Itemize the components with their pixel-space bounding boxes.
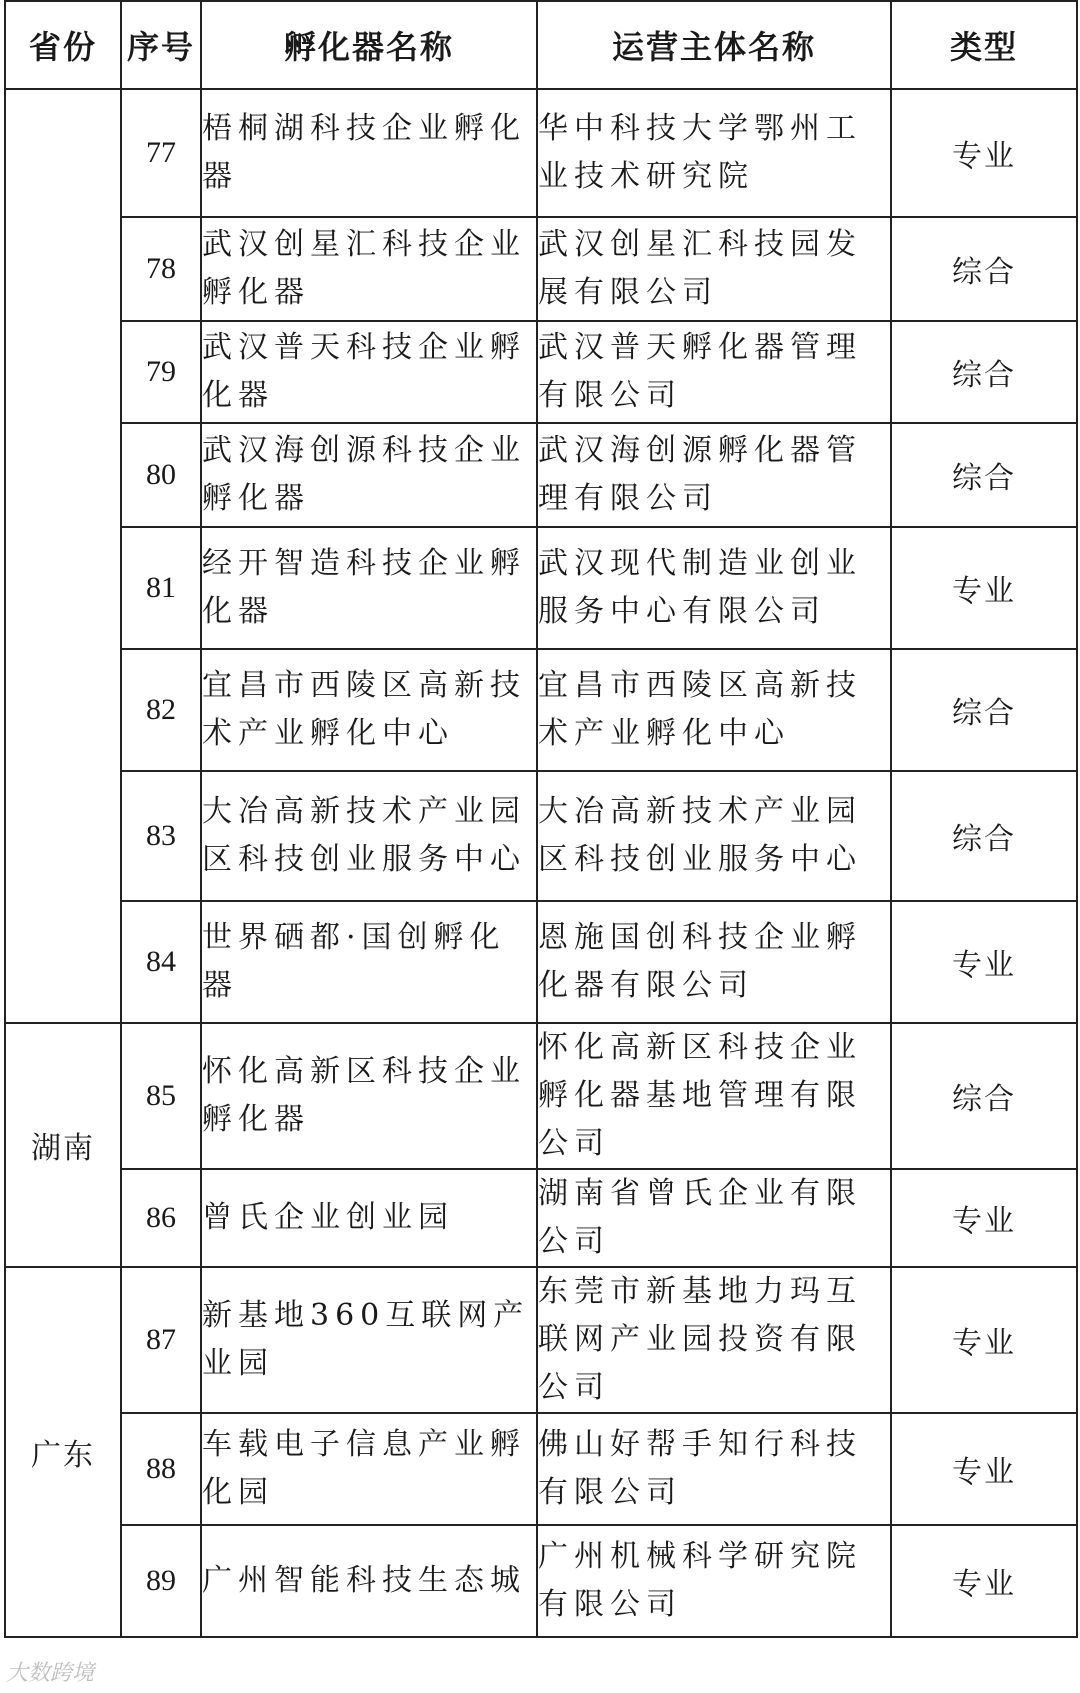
- table-row: [5, 1023, 1077, 1169]
- operator-name-cell: 华中科技大学鄂州工业技术研究院: [537, 89, 891, 217]
- incubator-name-cell: 新基地360互联网产业园: [201, 1267, 537, 1413]
- seq-cell: 87: [121, 1267, 201, 1413]
- seq-cell: 82: [121, 649, 201, 771]
- seq-cell: 79: [121, 321, 201, 423]
- header-seq: 序号: [121, 1, 201, 89]
- incubator-table: [4, 0, 1078, 1638]
- table-row: [5, 217, 1077, 321]
- table-row: [5, 1413, 1077, 1525]
- operator-name-cell: 广州机械科学研究院有限公司: [537, 1525, 891, 1637]
- header-incubator-name: 孵化器名称: [201, 1, 537, 89]
- province-cell-hubei: [5, 89, 121, 1023]
- table-row: [5, 89, 1077, 217]
- seq-cell: 78: [121, 217, 201, 321]
- header-operator-name: 运营主体名称: [537, 1, 891, 89]
- type-cell: 专业: [891, 1413, 1077, 1525]
- table-row: [5, 771, 1077, 901]
- operator-name-cell: 宜昌市西陵区高新技术产业孵化中心: [537, 649, 891, 771]
- type-cell: 专业: [891, 1169, 1077, 1267]
- table-row: [5, 527, 1077, 649]
- operator-name-cell: 怀化高新区科技企业孵化器基地管理有限公司: [537, 1023, 891, 1169]
- operator-name-cell: 大冶高新技术产业园区科技创业服务中心: [537, 771, 891, 901]
- seq-cell: 80: [121, 423, 201, 527]
- type-cell: 专业: [891, 1525, 1077, 1637]
- seq-cell: 88: [121, 1413, 201, 1525]
- incubator-name-cell: 梧桐湖科技企业孵化器: [201, 89, 537, 217]
- seq-cell: 84: [121, 901, 201, 1023]
- seq-cell: 86: [121, 1169, 201, 1267]
- type-cell: 综合: [891, 771, 1077, 901]
- type-cell: 综合: [891, 1023, 1077, 1169]
- incubator-name-cell: 武汉普天科技企业孵化器: [201, 321, 537, 423]
- header-row: [5, 1, 1077, 89]
- seq-cell: 85: [121, 1023, 201, 1169]
- incubator-name-cell: 宜昌市西陵区高新技术产业孵化中心: [201, 649, 537, 771]
- operator-name-cell: 恩施国创科技企业孵化器有限公司: [537, 901, 891, 1023]
- incubator-name-cell: 经开智造科技企业孵化器: [201, 527, 537, 649]
- incubator-name-cell: 大冶高新技术产业园区科技创业服务中心: [201, 771, 537, 901]
- operator-name-cell: 武汉现代制造业创业服务中心有限公司: [537, 527, 891, 649]
- type-cell: 专业: [891, 1267, 1077, 1413]
- incubator-name-cell: 武汉创星汇科技企业孵化器: [201, 217, 537, 321]
- province-cell-guangdong: 广东: [5, 1267, 121, 1637]
- type-cell: 专业: [891, 901, 1077, 1023]
- type-cell: 综合: [891, 649, 1077, 771]
- province-cell-hunan: 湖南: [5, 1023, 121, 1267]
- table-row: [5, 423, 1077, 527]
- operator-name-cell: 武汉普天孵化器管理有限公司: [537, 321, 891, 423]
- seq-cell: 89: [121, 1525, 201, 1637]
- seq-cell: 77: [121, 89, 201, 217]
- operator-name-cell: 湖南省曾氏企业有限公司: [537, 1169, 891, 1267]
- incubator-name-cell: 世界硒都·国创孵化器: [201, 901, 537, 1023]
- incubator-name-cell: 武汉海创源科技企业孵化器: [201, 423, 537, 527]
- operator-name-cell: 佛山好帮手知行科技有限公司: [537, 1413, 891, 1525]
- type-cell: 综合: [891, 217, 1077, 321]
- type-cell: 综合: [891, 423, 1077, 527]
- operator-name-cell: 东莞市新基地力玛互联网产业园投资有限公司: [537, 1267, 891, 1413]
- seq-cell: 83: [121, 771, 201, 901]
- table-row: [5, 649, 1077, 771]
- type-cell: 综合: [891, 321, 1077, 423]
- incubator-name-cell: 广州智能科技生态城: [201, 1525, 537, 1637]
- header-province: 省份: [5, 1, 121, 89]
- operator-name-cell: 武汉创星汇科技园发展有限公司: [537, 217, 891, 321]
- incubator-name-cell: 曾氏企业创业园: [201, 1169, 537, 1267]
- header-type: 类型: [891, 1, 1077, 89]
- table-row: [5, 1267, 1077, 1413]
- operator-name-cell: 武汉海创源孵化器管理有限公司: [537, 423, 891, 527]
- type-cell: 专业: [891, 527, 1077, 649]
- table-row: [5, 1169, 1077, 1267]
- incubator-name-cell: 怀化高新区科技企业孵化器: [201, 1023, 537, 1169]
- table-row: [5, 1525, 1077, 1637]
- type-cell: 专业: [891, 89, 1077, 217]
- watermark: 大数跨境: [6, 1661, 95, 1686]
- table-row: [5, 901, 1077, 1023]
- incubator-name-cell: 车载电子信息产业孵化园: [201, 1413, 537, 1525]
- table-row: [5, 321, 1077, 423]
- seq-cell: 81: [121, 527, 201, 649]
